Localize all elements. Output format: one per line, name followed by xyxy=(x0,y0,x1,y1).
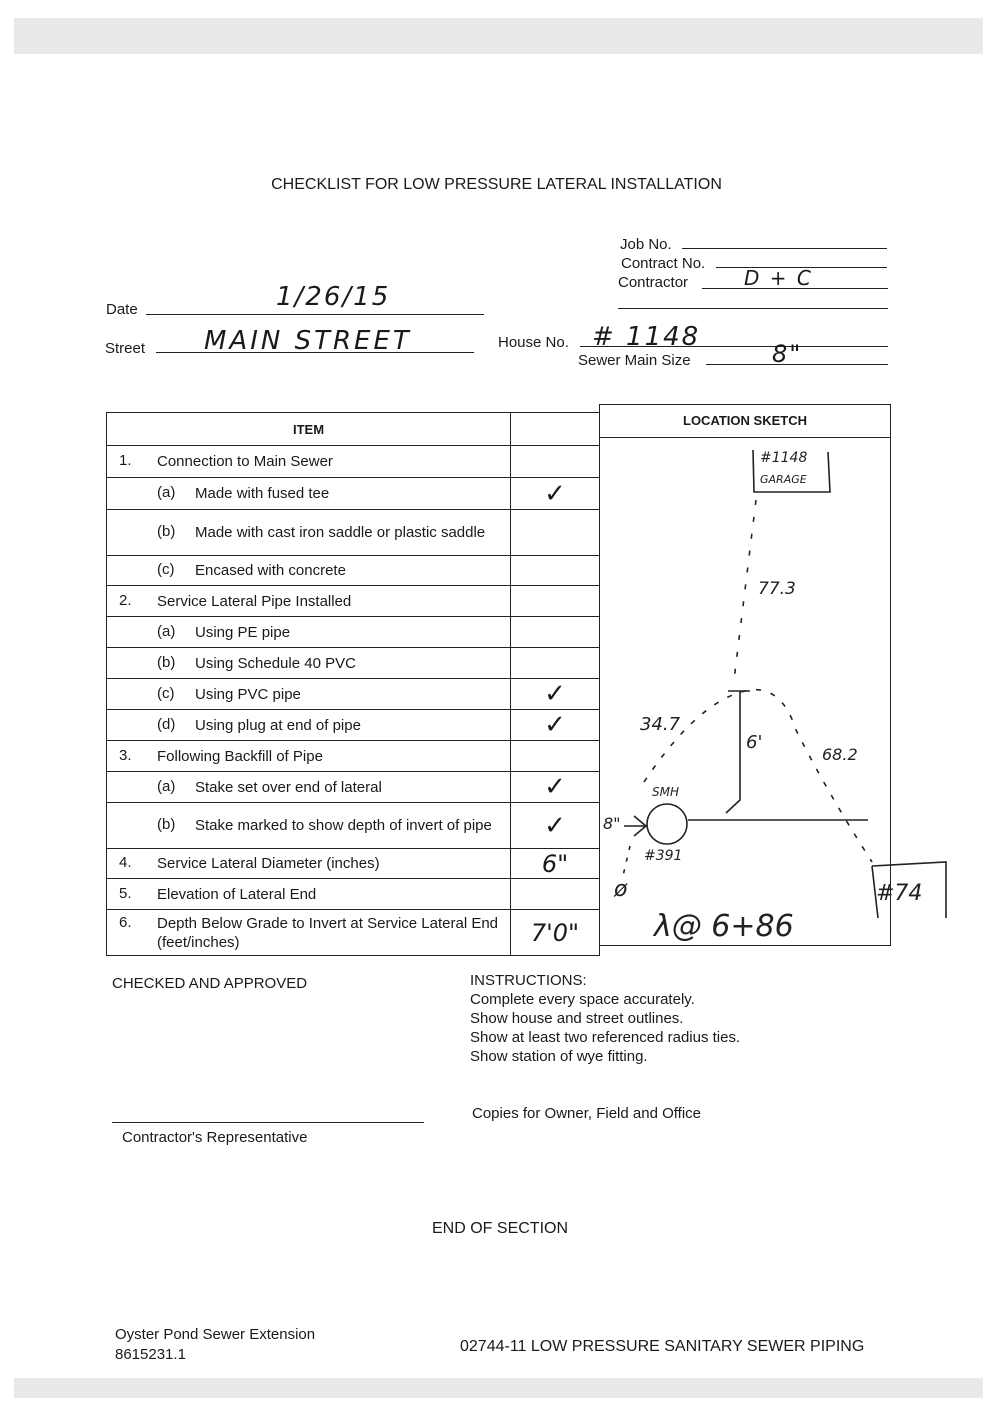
table-row xyxy=(107,617,600,648)
table-row xyxy=(107,849,600,879)
item-text: Service Lateral Pipe Installed xyxy=(157,592,352,610)
sub-item-letter: (a) xyxy=(157,622,176,640)
item-text-group xyxy=(107,523,510,542)
table-row xyxy=(107,510,600,556)
sub-item-letter: (a) xyxy=(157,777,176,795)
table-row xyxy=(107,879,600,910)
table-row xyxy=(107,446,600,478)
house-no-label: House No. xyxy=(498,334,569,351)
table-row xyxy=(107,556,600,586)
item-text-group xyxy=(107,816,510,835)
table-row xyxy=(107,648,600,679)
manhole-circle xyxy=(647,804,687,844)
scan-edge-top xyxy=(14,18,983,54)
item-text-group xyxy=(107,885,510,904)
item-cell xyxy=(107,586,511,617)
item-text-group xyxy=(107,716,510,735)
item-text-group xyxy=(107,747,510,766)
job-no-field[interactable] xyxy=(682,248,887,249)
sketch-house-label: #1148 xyxy=(760,450,808,466)
item-cell xyxy=(107,849,511,879)
item-number: 2. xyxy=(119,591,132,609)
item-cell xyxy=(107,879,511,910)
location-sketch-header: LOCATION SKETCH xyxy=(600,405,890,438)
item-cell xyxy=(107,772,511,803)
table-row xyxy=(107,803,600,849)
tie-line-manhole xyxy=(622,846,630,880)
form-title: CHECKLIST FOR LOW PRESSURE LATERAL INSTALLATION xyxy=(271,176,722,193)
sub-item-letter: (c) xyxy=(157,561,175,578)
sub-item-letter: (b) xyxy=(157,523,176,540)
check-cell-value: 7'0" xyxy=(530,918,580,947)
signature-label: Contractor's Representative xyxy=(122,1129,308,1146)
item-text: Encased with concrete xyxy=(195,562,346,579)
checked-approved-label: CHECKED AND APPROVED xyxy=(112,975,308,992)
table-row xyxy=(107,772,600,803)
item-cell xyxy=(107,910,511,956)
house-no-value: # 1148 xyxy=(592,322,701,352)
pipe-arrow xyxy=(624,816,646,836)
item-number: 5. xyxy=(119,884,132,902)
checkmark-icon: ✓ xyxy=(544,810,566,841)
table-row xyxy=(107,910,600,956)
item-text-group xyxy=(107,561,510,580)
item-cell xyxy=(107,679,511,710)
instruction-line: Show house and street outlines. xyxy=(470,1010,684,1027)
sketch-pipe-size: 8" xyxy=(603,814,621,833)
item-cell xyxy=(107,803,511,849)
item-cell xyxy=(107,510,511,556)
item-cell xyxy=(107,556,511,586)
contractor-label: Contractor xyxy=(618,274,689,291)
item-text: Made with cast iron saddle or plastic saddle xyxy=(195,524,486,541)
footer-project-no: 8615231.1 xyxy=(115,1346,186,1363)
end-of-section: END OF SECTION xyxy=(432,1220,569,1237)
sketch-manhole-label: SMH xyxy=(652,785,679,799)
item-text: Service Lateral Diameter (inches) xyxy=(157,855,380,872)
item-cell xyxy=(107,617,511,648)
item-text: Using PVC pipe xyxy=(195,685,301,703)
checkmark-icon: ✓ xyxy=(544,478,566,509)
item-text-group xyxy=(107,623,510,642)
item-text-group xyxy=(107,592,510,611)
sewer-main-size-label: Sewer Main Size xyxy=(578,352,691,369)
instructions-heading: INSTRUCTIONS: xyxy=(470,972,587,989)
item-number: 3. xyxy=(119,746,132,764)
item-text-group xyxy=(107,854,510,873)
sub-item-letter: (b) xyxy=(157,653,176,671)
item-text: Stake marked to show depth of invert of pipe xyxy=(195,817,492,834)
footer-project: Oyster Pond Sewer Extension xyxy=(115,1326,316,1343)
date-field[interactable] xyxy=(146,314,484,315)
instruction-line: Show station of wye fitting. xyxy=(470,1048,648,1065)
table-row xyxy=(107,478,600,510)
sketch-lateral-len: 6' xyxy=(746,732,763,753)
item-text-group xyxy=(107,685,510,704)
item-number: 1. xyxy=(119,452,132,469)
sketch-dist-left: 34.7 xyxy=(640,714,681,735)
item-text: Depth Below Grade to Invert at Service Lateral End (feet/inches) xyxy=(157,914,499,951)
contractor-extra-line xyxy=(618,308,888,309)
item-text: Following Backfill of Pipe xyxy=(157,747,323,765)
sketch-garage-label: GARAGE xyxy=(760,473,807,486)
table-row xyxy=(107,679,600,710)
item-number: 4. xyxy=(119,854,132,871)
sketch-manhole-id: #391 xyxy=(644,848,683,864)
item-cell xyxy=(107,446,511,478)
sub-item-letter: (c) xyxy=(157,684,175,702)
sketch-dist-right: 68.2 xyxy=(822,745,858,764)
checklist-table xyxy=(106,412,600,956)
instruction-line: Complete every space accurately. xyxy=(470,991,695,1008)
contract-no-label: Contract No. xyxy=(621,255,706,272)
item-text-group xyxy=(107,914,510,952)
job-no-label: Job No. xyxy=(620,236,672,253)
item-cell xyxy=(107,478,511,510)
item-text: Stake set over end of lateral xyxy=(195,778,382,796)
sketch-wye-station: λ@ 6+86 xyxy=(654,909,794,944)
instruction-line: Show at least two referenced radius ties. xyxy=(470,1029,741,1046)
item-cell xyxy=(107,648,511,679)
item-text-group xyxy=(107,778,510,797)
item-text-group xyxy=(107,484,510,503)
table-row xyxy=(107,586,600,617)
item-text-group xyxy=(107,452,510,471)
contractor-value: D + C xyxy=(744,266,813,290)
item-text: Using Schedule 40 PVC xyxy=(195,654,356,672)
item-text-group xyxy=(107,654,510,673)
footer-section: 02744-11 LOW PRESSURE SANITARY SEWER PIPING xyxy=(460,1338,865,1355)
item-number: 6. xyxy=(119,913,132,931)
item-cell xyxy=(107,710,511,741)
signature-line[interactable] xyxy=(112,1122,424,1123)
table-row xyxy=(107,741,600,772)
item-column-header: ITEM xyxy=(107,413,511,446)
sub-item-letter: (b) xyxy=(157,816,176,833)
sewer-main-size-value: 8" xyxy=(772,340,803,368)
table-header-row xyxy=(107,413,600,446)
sub-item-letter: (a) xyxy=(157,484,176,501)
date-label: Date xyxy=(106,301,138,318)
tie-line-house xyxy=(734,500,756,680)
copies-note: Copies for Owner, Field and Office xyxy=(472,1105,701,1122)
checkmark-icon: ✓ xyxy=(544,710,566,740)
table-row xyxy=(107,710,600,741)
checkmark-icon: ✓ xyxy=(544,772,566,802)
check-cell-value: 6" xyxy=(541,849,569,878)
sketch-diameter-mark: ø xyxy=(614,877,628,902)
item-text: Using plug at end of pipe xyxy=(195,716,361,734)
item-text: Made with fused tee xyxy=(195,485,330,502)
date-value: 1/26/15 xyxy=(276,282,391,312)
item-text: Using PE pipe xyxy=(195,623,291,641)
item-cell xyxy=(107,741,511,772)
checkmark-icon: ✓ xyxy=(544,679,566,709)
street-value: MAIN STREET xyxy=(204,326,412,356)
street-label: Street xyxy=(105,340,146,357)
sub-item-letter: (d) xyxy=(157,715,176,733)
sketch-neighbor-label: #74 xyxy=(876,881,923,906)
location-sketch-drawing xyxy=(560,430,960,960)
item-text: Elevation of Lateral End xyxy=(157,885,317,903)
sketch-dist-house: 77.3 xyxy=(758,579,796,599)
scan-edge-bottom xyxy=(14,1378,983,1398)
item-text: Connection to Main Sewer xyxy=(157,453,333,470)
